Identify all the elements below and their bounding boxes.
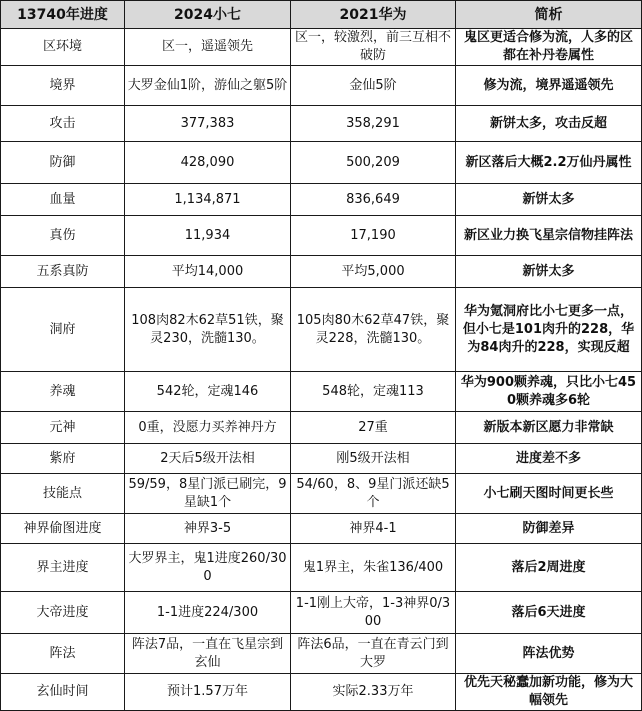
row-huawei-cell: 500,209 bbox=[291, 142, 456, 184]
row-item-cell: 五系真防 bbox=[1, 256, 125, 288]
row-huawei-cell: 鬼1界主，朱雀136/400 bbox=[291, 544, 456, 592]
header-analysis: 简析 bbox=[456, 1, 642, 29]
row-analysis-cell: 小七刷天图时间更长些 bbox=[456, 474, 642, 514]
row-analysis-cell: 新饼太多 bbox=[456, 184, 642, 216]
row-xiaoqi-cell: 1,134,871 bbox=[125, 184, 291, 216]
row-item-cell: 洞府 bbox=[1, 288, 125, 372]
row-huawei-cell: 区一，较激烈，前三互相不破防 bbox=[291, 29, 456, 66]
row-xiaoqi-cell: 2天后5级开法相 bbox=[125, 444, 291, 474]
row-xiaoqi-cell: 108肉82木62草51铁，聚灵230，洗髓130。 bbox=[125, 288, 291, 372]
row-analysis-cell: 新区业力换飞星宗信物挂阵法 bbox=[456, 216, 642, 256]
table-row bbox=[1, 592, 642, 634]
row-item-cell: 元神 bbox=[1, 412, 125, 444]
row-analysis-cell: 落后6天进度 bbox=[456, 592, 642, 634]
row-analysis-cell: 修为流，境界遥遥领先 bbox=[456, 66, 642, 106]
header-huawei: 2021华为 bbox=[291, 1, 456, 29]
row-analysis-cell: 防御差异 bbox=[456, 514, 642, 544]
row-huawei-cell: 平均5,000 bbox=[291, 256, 456, 288]
table-row bbox=[1, 288, 642, 372]
table-row bbox=[1, 412, 642, 444]
row-xiaoqi-cell: 区一，遥遥领先 bbox=[125, 29, 291, 66]
table-row bbox=[1, 184, 642, 216]
row-xiaoqi-cell: 542轮，定魂146 bbox=[125, 372, 291, 412]
row-xiaoqi-cell: 377,383 bbox=[125, 106, 291, 142]
table-row bbox=[1, 216, 642, 256]
table-row bbox=[1, 372, 642, 412]
row-analysis-cell: 新饼太多 bbox=[456, 256, 642, 288]
row-item-cell: 技能点 bbox=[1, 474, 125, 514]
row-analysis-cell: 新区落后大概2.2万仙丹属性 bbox=[456, 142, 642, 184]
header-row bbox=[1, 1, 642, 29]
row-huawei-cell: 105肉80木62草47铁，聚灵228，洗髓130。 bbox=[291, 288, 456, 372]
row-xiaoqi-cell: 1-1进度224/300 bbox=[125, 592, 291, 634]
row-huawei-cell: 27重 bbox=[291, 412, 456, 444]
row-item-cell: 真伤 bbox=[1, 216, 125, 256]
row-xiaoqi-cell: 0重，没愿力买养神丹方 bbox=[125, 412, 291, 444]
table-row bbox=[1, 474, 642, 514]
row-item-cell: 养魂 bbox=[1, 372, 125, 412]
row-huawei-cell: 神界4-1 bbox=[291, 514, 456, 544]
row-xiaoqi-cell: 大罗界主，鬼1进度260/300 bbox=[125, 544, 291, 592]
row-item-cell: 防御 bbox=[1, 142, 125, 184]
row-analysis-cell: 阵法优势 bbox=[456, 634, 642, 674]
row-analysis-cell: 新版本新区愿力非常缺 bbox=[456, 412, 642, 444]
row-huawei-cell: 刚5级开法相 bbox=[291, 444, 456, 474]
row-item-cell: 玄仙时间 bbox=[1, 674, 125, 711]
row-item-cell: 区环境 bbox=[1, 29, 125, 66]
row-huawei-cell: 836,649 bbox=[291, 184, 456, 216]
row-huawei-cell: 金仙5阶 bbox=[291, 66, 456, 106]
row-item-cell: 阵法 bbox=[1, 634, 125, 674]
table-row bbox=[1, 29, 642, 66]
row-item-cell: 紫府 bbox=[1, 444, 125, 474]
row-analysis-cell: 进度差不多 bbox=[456, 444, 642, 474]
row-xiaoqi-cell: 大罗金仙1阶，游仙之躯5阶 bbox=[125, 66, 291, 106]
row-xiaoqi-cell: 428,090 bbox=[125, 142, 291, 184]
header-xiaoqi: 2024小七 bbox=[125, 1, 291, 29]
table-body bbox=[1, 29, 642, 711]
table-row bbox=[1, 674, 642, 711]
table-row bbox=[1, 544, 642, 592]
row-huawei-cell: 358,291 bbox=[291, 106, 456, 142]
row-item-cell: 境界 bbox=[1, 66, 125, 106]
row-item-cell: 血量 bbox=[1, 184, 125, 216]
table-row bbox=[1, 106, 642, 142]
row-xiaoqi-cell: 预计1.57万年 bbox=[125, 674, 291, 711]
row-item-cell: 神界偷图进度 bbox=[1, 514, 125, 544]
table-row bbox=[1, 634, 642, 674]
row-analysis-cell: 华为氪洞府比小七更多一点，但小七是101肉升的228，华为84肉升的228，实现反超 bbox=[456, 288, 642, 372]
table-row bbox=[1, 66, 642, 106]
row-xiaoqi-cell: 阵法7品，一直在飞星宗到玄仙 bbox=[125, 634, 291, 674]
row-analysis-cell: 鬼区更适合修为流，人多的区都在补丹卷属性 bbox=[456, 29, 642, 66]
row-xiaoqi-cell: 11,934 bbox=[125, 216, 291, 256]
row-huawei-cell: 548轮，定魂113 bbox=[291, 372, 456, 412]
row-item-cell: 攻击 bbox=[1, 106, 125, 142]
row-huawei-cell: 17,190 bbox=[291, 216, 456, 256]
row-huawei-cell: 阵法6品，一直在青云门到大罗 bbox=[291, 634, 456, 674]
header-item: 13740年进度 bbox=[1, 1, 125, 29]
row-xiaoqi-cell: 平均14,000 bbox=[125, 256, 291, 288]
table-row bbox=[1, 444, 642, 474]
table-row bbox=[1, 142, 642, 184]
row-huawei-cell: 1-1刚上大帝，1-3神界0/300 bbox=[291, 592, 456, 634]
row-huawei-cell: 实际2.33万年 bbox=[291, 674, 456, 711]
row-huawei-cell: 54/60，8、9星门派还缺5个 bbox=[291, 474, 456, 514]
table-row bbox=[1, 256, 642, 288]
row-analysis-cell: 华为900颗养魂，只比小七450颗养魂多6轮 bbox=[456, 372, 642, 412]
row-item-cell: 大帝进度 bbox=[1, 592, 125, 634]
row-xiaoqi-cell: 59/59，8星门派已刷完，9星缺1个 bbox=[125, 474, 291, 514]
row-analysis-cell: 新饼太多，攻击反超 bbox=[456, 106, 642, 142]
row-xiaoqi-cell: 神界3-5 bbox=[125, 514, 291, 544]
row-analysis-cell: 优先天秘蠢加新功能，修为大幅领先 bbox=[456, 674, 642, 711]
row-item-cell: 界主进度 bbox=[1, 544, 125, 592]
row-analysis-cell: 落后2周进度 bbox=[456, 544, 642, 592]
table-row bbox=[1, 514, 642, 544]
